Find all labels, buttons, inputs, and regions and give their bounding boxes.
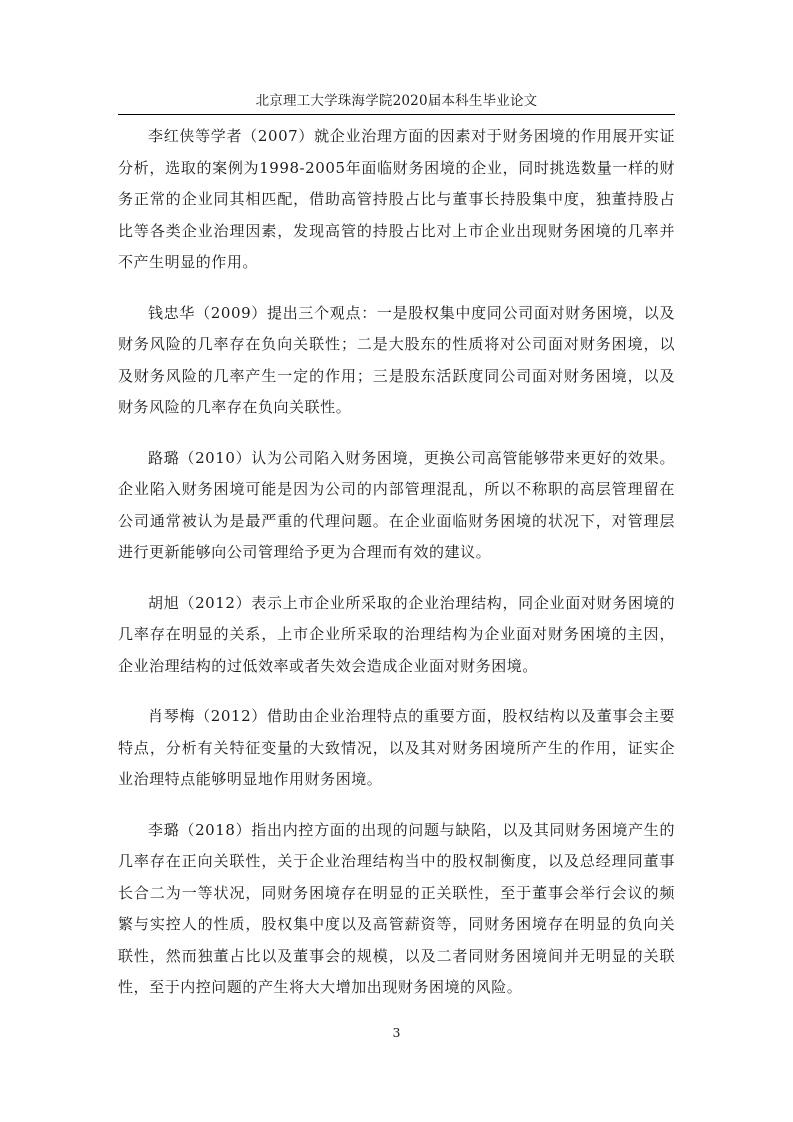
paragraph-li-hongxia: 李红侠等学者（2007）就企业治理方面的因素对于财务困境的作用展开实证分析，选取的案例为1998-2005年面临财务困境的企业，同时挑选数量一样的财务正常的企业同其相匹配，借助高管持股占比与董事长持股集中度，独董持股占比等各类企业治理因素，发现高管的持股占比对上市企业出现财务困境的几率并不产生明显的作用。 [118, 127, 675, 271]
paragraph-xiao-qinmei: 肖琴梅（2012）借助由企业治理特点的重要方面，股权结构以及董事会主要特点，分析有关特征变量的大致情况，以及其对财务困境所产生的作用，证实企业治理特点能够明显地作用财务困境。 [118, 707, 675, 788]
paragraph-lu-lu: 路璐（2010）认为公司陷入财务困境，更换公司高管能够带来更好的效果。企业陷入财务困境可能是因为公司的内部管理混乱，所以不称职的高层管理留在公司通常被认为是最严重的代理问题。在企业面临财务困境的状况下，对管理层进行更新能够向公司管理给予更为合理而有效的建议。 [118, 448, 675, 561]
page-number: 3 [392, 1025, 401, 1040]
header-title: 北京理工大学珠海学院2020届本科生毕业论文 [255, 93, 538, 109]
paragraph-qian-zhonghua: 钱忠华（2009）提出三个观点：一是股权集中度同公司面对财务困境，以及财务风险的几率存在负向关联性；二是大股东的性质将对公司面对财务困境，以及财务风险的几率产生一定的作用；三是股东活跃度同公司面对财务困境，以及财务风险的几率存在负向关联性。 [118, 303, 675, 416]
paragraph-hu-xu: 胡旭（2012）表示上市企业所采取的企业治理结构，同企业面对财务困境的几率存在明显的关系，上市企业所采取的治理结构为企业面对财务困境的主因，企业治理结构的过低效率或者失效会造成企业面对财务困境。 [118, 593, 675, 675]
page-header [118, 90, 675, 115]
paragraph-li-lu: 李璐（2018）指出内控方面的出现的问题与缺陷，以及其同财务困境产生的几率存在正向关联性，关于企业治理结构当中的股权制衡度，以及总经理同董事长合二为一等状况，同财务困境存在明显的正关联性，至于董事会举行会议的频繁与实控人的性质，股权集中度以及高管薪资等，同财务困境存在明显的负向关联性，然而独董占比以及董事会的规模，以及二者同财务困境间并无明显的关联性，至于内控问题的产生将大大增加出现财务困境的风险。 [118, 820, 675, 996]
document-body [118, 121, 675, 1023]
